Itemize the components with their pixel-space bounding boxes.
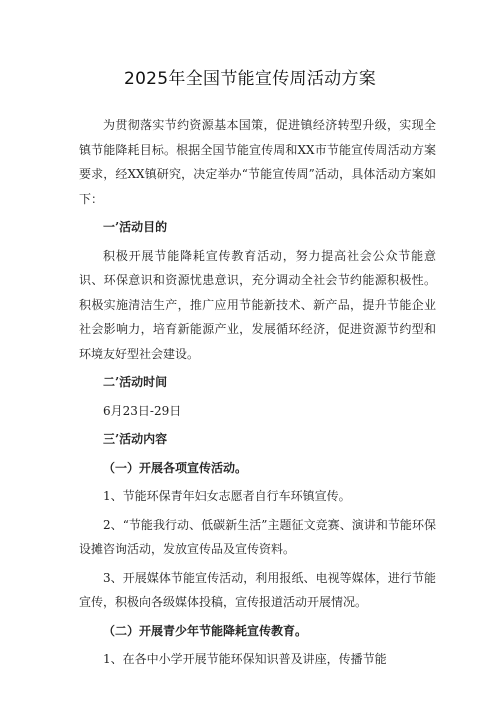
list-item: 2、“节能我行动、低碳新生活”主题征文竞赛、演讲和节能环保设摊咨询活动，发放宣传品及宣传资料。	[79, 517, 436, 556]
section-heading-time: 二’活动时间	[103, 375, 168, 389]
list-item: 1、在各中小学开展节能环保知识普及讲座，传播节能	[103, 652, 387, 666]
list-item: 3、开展媒体节能宣传活动，利用报纸、电视等媒体，进行节能宣传，积极向各级媒体投稿，宣传报道活动开展情况。	[79, 570, 436, 609]
subsection-heading-publicity: （一）开展各项宣传活动。	[103, 460, 248, 475]
section-heading-content: 三’活动内容	[103, 432, 168, 446]
section-heading-purpose: 一’活动目的	[103, 220, 168, 234]
document-title: 2025年全国节能宣传周活动方案	[123, 69, 377, 89]
purpose-paragraph: 积极开展节能降耗宣传教育活动，努力提高社会公众节能意识、环保意识和资源忧患意识，充分调动全社会节约能源积极性。积极实施清洁生产，推广应用节能新技术、新产品，提升节能企业社会影响力，培育新能源产业，发展循环经济，促进资源节约型和环境友好型社会建设。	[79, 248, 436, 361]
subsection-heading-youth: （二）开展青少年节能降耗宣传教育。	[103, 623, 308, 638]
list-item: 1、节能环保青年妇女志愿者自行车环镇宣传。	[103, 489, 351, 503]
time-text: 6月23日-29日	[103, 403, 182, 418]
intro-paragraph: 为贯彻落实节约资源基本国策，促进镇经济转型升级，实现全镇节能降耗目标。根据全国节能宣传周和XX市节能宣传周活动方案要求，经XX镇研究，决定举办“节能宣传周”活动，具体活动方案如下：	[79, 118, 436, 206]
document-body	[79, 113, 436, 672]
